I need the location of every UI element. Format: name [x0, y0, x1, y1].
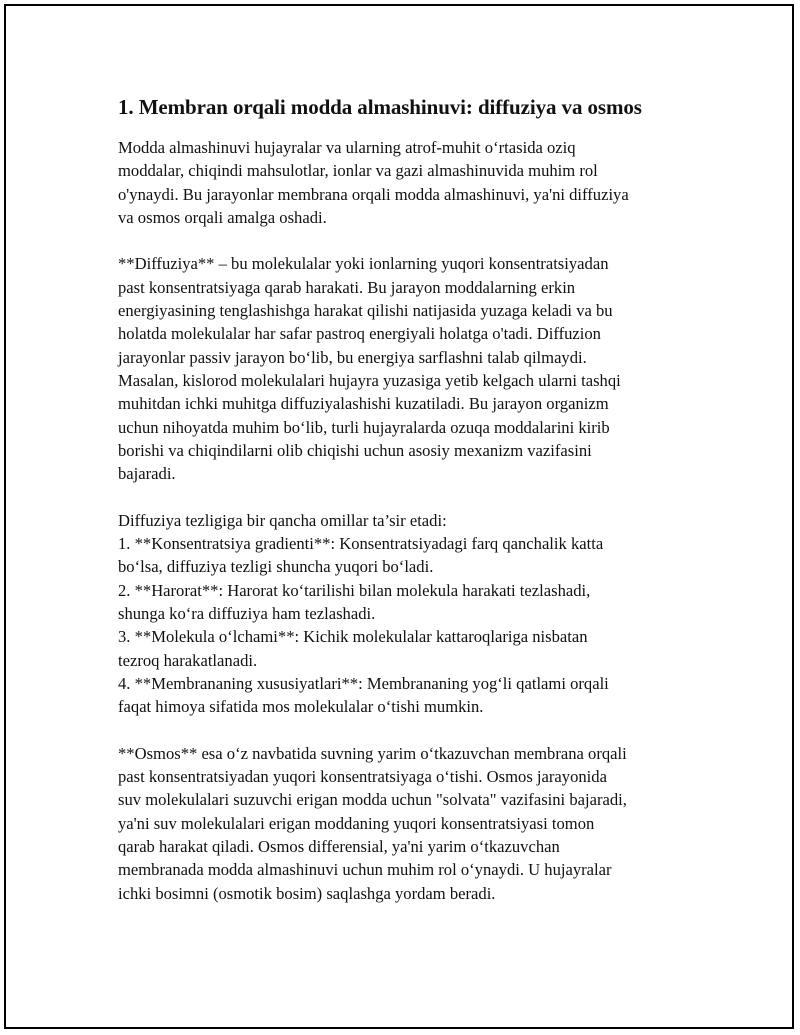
- osmosis-paragraph: **Osmos** esa o‘z navbatida suvning yarim o‘tkazuvchan membrana orqali past konsentratsiyadan yuqori konsentratsiyaga o‘tishi. Osmos jarayonida suv molekulalari suzuvchi erigan modda uchun "solvata" vazifasini bajaradi, ya'ni suv molekulalari erigan moddaning yuqori konsentratsiyasi tomon qarab harakat qiladi. Osmos differensial, ya'ni yarim o‘tkazuvchan membranada modda almashinuvi uchun muhim rol o‘ynaydi. U hujayralar ichki bosimni (osmotik bosim) saqlashga yordam beradi.: [118, 743, 627, 903]
- document-body: [118, 92, 688, 905]
- intro-paragraph: Modda almashinuvi hujayralar va ularning atrof-muhit o‘rtasida oziq moddalar, chiqindi mahsulotlar, ionlar va gazi almashinuvida muhim rol o'ynaydi. Bu jarayonlar membrana orqali modda almashinuvi, ya'ni diffuziya va osmos orqali amalga oshadi.: [118, 138, 629, 227]
- paragraph-spacer: [118, 718, 688, 741]
- diffusion-paragraph: **Diffuziya** – bu molekulalar yoki ionlarning yuqori konsentratsiyadan past konsentratsiyaga qarab harakati. Bu jarayon moddalarning erkin energiyasining tenglashishga harakat qilishi natijasida yuzaga keladi va bu holatda molekulalar har safar pastroq energiyali holatga o'tadi. Diffuzion jarayonlar passiv jarayon bo‘lib, bu energiya sarflashni talab qilmaydi. Masalan, kislorod molekulalari hujayra yuzasiga yetib kelgach ularni tashqi muhitdan ichki muhitga diffuziyalashishi kuzatiladi. Bu jarayon organizm uchun nihoyatda muhim bo‘lib, turli hujayralarda ozuqa moddalarini kirib borishi va chiqindilarni olib chiqishi uchun asosiy mexanizm vazifasini bajaradi.: [118, 254, 621, 484]
- paragraph-spacer: [118, 229, 688, 252]
- diffusion-factors-list: Diffuziya tezligiga bir qancha omillar ta’sir etadi: 1. **Konsentratsiya gradienti**: Konsentratsiyadagi farq qanchalik katta bo‘lsa, diffuziya tezligi shuncha yuqori bo‘ladi. 2. **Harorat**: Harorat ko‘tarilishi bilan molekula harakati tezlashadi, shunga ko‘ra diffuziya ham tezlashadi. 3. **Molekula o‘lchami**: Kichik molekulalar kattaroqlariga nisbatan tezroq harakatlanadi. 4. **Membrananing xususiyatlari**: Membrananing yog‘li qatlami orqali faqat himoya sifatida mos molekulalar o‘tishi mumkin.: [118, 510, 609, 717]
- paragraph-spacer: [118, 485, 688, 508]
- document-title: 1. Membran orqali modda almashinuvi: diffuziya va osmos: [118, 95, 642, 119]
